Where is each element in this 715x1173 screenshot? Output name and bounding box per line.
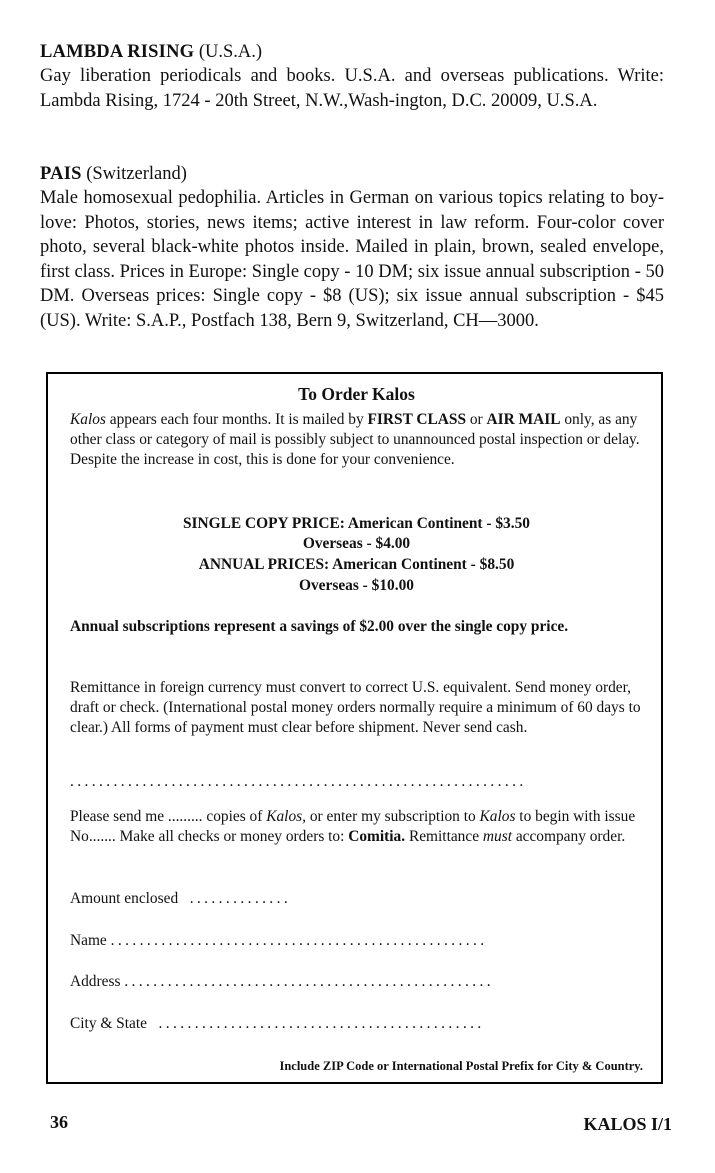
entry-description xyxy=(40,186,664,334)
field-blank[interactable]: .................................................... xyxy=(110,932,488,949)
page-number: 36 xyxy=(50,1112,68,1132)
entry-name: PAIS xyxy=(40,164,82,184)
kalos-italic: Kalos, xyxy=(266,808,306,825)
field-label: Amount enclosed xyxy=(70,890,179,907)
field-amount-enclosed[interactable] xyxy=(70,889,643,909)
entry-lambda-rising xyxy=(40,40,664,113)
intro-text: appears each four months. It is mailed by xyxy=(105,411,368,428)
field-label: Address xyxy=(70,973,121,990)
request-text: copies of xyxy=(202,808,267,825)
entry-name: LAMBDA RISING xyxy=(40,42,195,62)
price-single-overseas: Overseas - $4.00 xyxy=(302,535,411,552)
copies-blank[interactable]: ......... xyxy=(167,808,203,825)
kalos-italic: Kalos xyxy=(479,808,516,825)
savings-note: Annual subscriptions represent a savings of $2.00 over the single copy price. xyxy=(70,618,569,635)
price-annual-overseas: Overseas - $10.00 xyxy=(299,577,414,594)
payee-name: Comitia. xyxy=(348,828,406,846)
entry-heading xyxy=(40,40,664,64)
entry-country: (Switzerland) xyxy=(86,164,187,184)
annual-american-price: American Continent - $8.50 xyxy=(332,556,515,573)
first-class-label: FIRST CLASS xyxy=(367,411,467,428)
field-blank[interactable]: ............................................. xyxy=(158,1015,485,1032)
entry-heading xyxy=(40,162,664,186)
price-annual xyxy=(70,555,643,575)
field-name[interactable] xyxy=(70,931,643,951)
request-text: accompany order. xyxy=(511,828,626,846)
field-label: City & State xyxy=(70,1015,147,1032)
journal-title: KALOS I/1 xyxy=(583,1114,672,1134)
issue-number-blank[interactable]: ....... xyxy=(88,828,116,846)
zip-footnote: Include ZIP Code or International Postal Prefix for City & Country. xyxy=(279,1059,643,1073)
air-mail-label: AIR MAIL xyxy=(486,411,561,428)
annual-label: ANNUAL PRICES: xyxy=(198,556,330,573)
must-italic: must xyxy=(482,828,512,846)
order-title: To Order Kalos xyxy=(298,384,415,404)
request-text: to begin with issue No xyxy=(70,808,636,846)
field-blank[interactable]: .............. xyxy=(189,890,292,907)
kalos-italic: Kalos xyxy=(70,411,106,428)
field-blank[interactable]: ................................................... xyxy=(124,973,494,990)
single-american-price: American Continent - $3.50 xyxy=(347,515,530,532)
entry-text: Male homosexual pedophilia. Articles in German on various topics relating to boy-love: Photos, stories, news items; active interest in law reform. Four-color cover photo, several black-white photos inside. Mailed in plain, brown, sealed envelope, first class. Prices in Europe: Single copy - 10 DM; six issue annual subscription - 50 DM. Overseas prices: Single copy - $8 (US); six issue annual subscription - $45 (US). Write: S.A.P., Postfach 138, Bern 9, Switzerland, CH—3000. xyxy=(40,188,664,331)
request-text: or enter my subscription to xyxy=(305,808,480,825)
field-city-state[interactable] xyxy=(70,1014,643,1034)
order-form-box xyxy=(46,372,663,1084)
entry-text: Gay liberation periodicals and books. U.S.A. and overseas publications. Write: Lambda Rising, 1724 - 20th Street, N.W.,Wash-ington, D.C. 20009, U.S.A. xyxy=(40,66,664,111)
single-copy-label: SINGLE COPY PRICE: xyxy=(182,515,345,532)
entry-description xyxy=(40,64,664,113)
order-intro xyxy=(70,410,643,471)
entry-country: (U.S.A.) xyxy=(198,42,263,62)
divider-dots: ............................................................... xyxy=(70,773,527,790)
price-single xyxy=(70,514,643,534)
entry-pais xyxy=(40,162,664,334)
request-text: Please send me xyxy=(70,808,168,825)
order-request xyxy=(70,807,643,847)
intro-text: only, as any other class or category of mail is possibly subject to unannounced postal inspection or delay. Despite the increase in cost, this is done for your convenience. xyxy=(70,411,640,469)
intro-text: or xyxy=(466,411,487,428)
field-label: Name xyxy=(70,932,107,949)
request-text: Make all checks or money orders to: xyxy=(115,828,349,846)
remittance-note: Remittance in foreign currency must convert to correct U.S. equivalent. Send money order, draft or check. (International postal money orders normally require a minimum of 60 days to clear.) All forms of payment must clear before shipment. Never send cash. xyxy=(70,679,641,737)
field-address[interactable] xyxy=(70,972,643,992)
request-text: Remittance xyxy=(405,828,483,846)
